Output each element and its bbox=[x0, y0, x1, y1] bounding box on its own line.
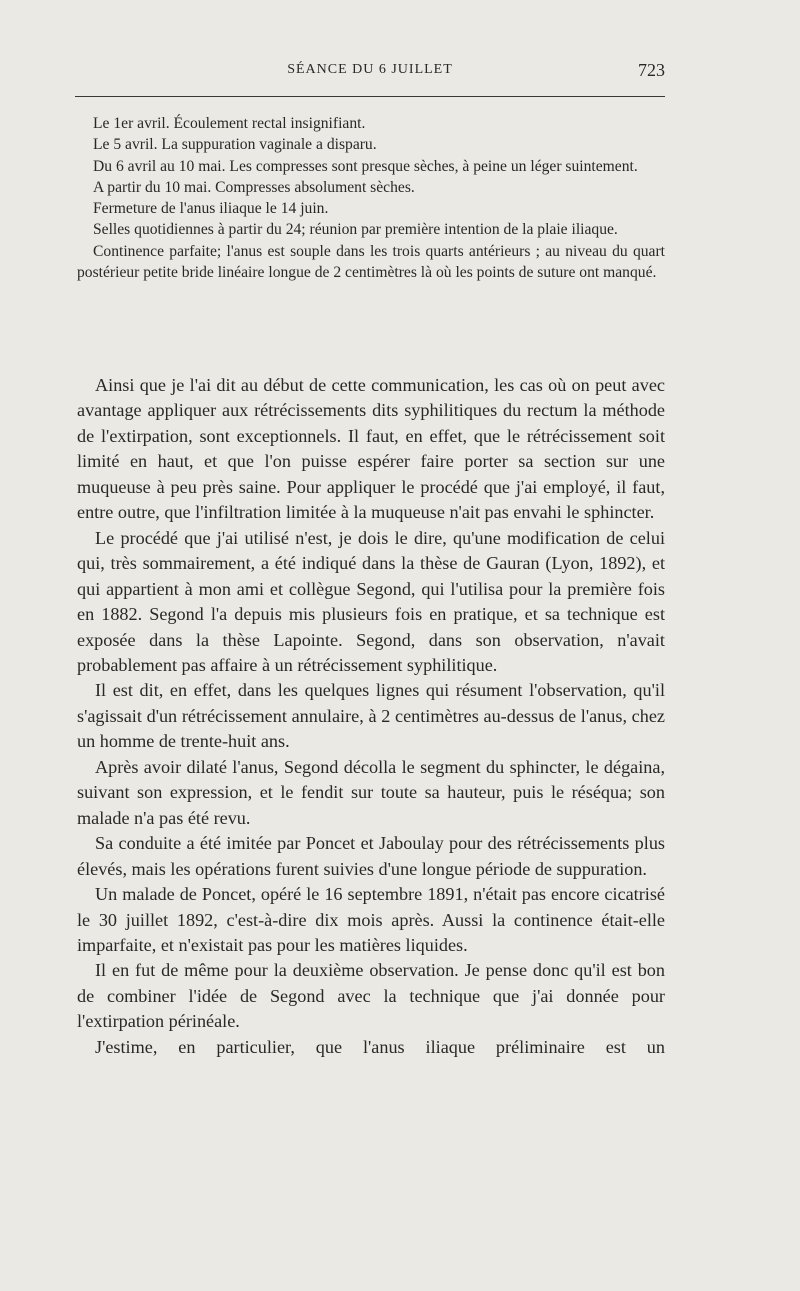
paragraph: Il en fut de même pour la deuxième observation. Je pense donc qu'il est bon de combiner l'idée de Segond avec la technique que j'ai donnée pour l'extirpation périnéale. bbox=[77, 960, 665, 1032]
last-line-wrapper bbox=[77, 1035, 665, 1060]
paragraph: Un malade de Poncet, opéré le 16 septembre 1891, n'était pas encore cicatrisé le 30 juillet 1892, c'est-à-dire dix mois après. Aussi la continence était-elle imparfaite, et n'existait pas pour les matières liquides. bbox=[77, 884, 665, 955]
paragraph: Ainsi que je l'ai dit au début de cette communication, les cas où on peut avec avantage appliquer aux rétrécissements dits syphilitiques du rectum la méthode de l'extirpation, sont exceptionnels. Il faut, en effet, que le rétrécissement soit limité en haut, et que l'on puisse espérer faire porter sa section sur une muqueuse à peu près saine. Pour appliquer le procédé que j'ai employé, il faut, entre outre, que l'infiltration limitée à la muqueuse n'ait pas envahi le sphincter. bbox=[77, 375, 665, 523]
page-number: 723 bbox=[638, 60, 665, 80]
paragraph: Le procédé que j'ai utilisé n'est, je dois le dire, qu'une modification de celui qui, très sommairement, a été indiqué dans la thèse de Gauran (Lyon, 1892), et qui appartient à mon ami et collègue Segond, qui l'utilisa pour la première fois en 1882. Segond l'a depuis mis plusieurs fois en pratique, et sa technique est exposée dans la thèse Lapointe. Segond, dans son observation, n'avait probablement pas affaire à un rétrécissement syphilitique. bbox=[77, 527, 665, 675]
note-line: A partir du 10 mai. Compresses absolument sèches. bbox=[93, 178, 415, 196]
paragraph: Sa conduite a été imitée par Poncet et Jaboulay pour des rétrécissements plus élevés, mais les opérations furent suivies d'une longue période de suppuration. bbox=[77, 833, 665, 879]
running-title: SÉANCE DU 6 JUILLET bbox=[287, 62, 453, 77]
note-line: Le 1er avril. Écoulement rectal insignifiant. bbox=[93, 115, 366, 132]
body-text bbox=[77, 373, 665, 1060]
paragraph: Après avoir dilaté l'anus, Segond décolla le segment du sphincter, le dégaina, suivant son expression, et le fendit sur toute sa hauteur, puis le réséqua; son malade n'a pas été revu. bbox=[77, 756, 665, 828]
running-head bbox=[75, 60, 665, 84]
header-rule bbox=[75, 96, 665, 97]
note-line: Continence parfaite; l'anus est souple dans les trois quarts antérieurs ; au niveau du quart postérieur petite bride linéaire longue de 2 centimètres là où les points de suture ont manqué. bbox=[77, 242, 665, 282]
paragraph: Il est dit, en effet, dans les quelques lignes qui résument l'observation, qu'il s'agissait d'un rétrécissement annulaire, à 2 centimètres au-dessus de l'anus, chez un homme de trente-huit ans. bbox=[77, 680, 665, 752]
note-line: Fermeture de l'anus iliaque le 14 juin. bbox=[93, 200, 329, 218]
case-notes bbox=[77, 113, 665, 283]
note-line: Du 6 avril au 10 mai. Les compresses sont presque sèches, à peine un léger suintement. bbox=[93, 157, 638, 175]
paragraph: J'estime, en particulier, que l'anus iliaque préliminaire est un bbox=[95, 1036, 665, 1057]
note-line: Le 5 avril. La suppuration vaginale a disparu. bbox=[93, 136, 377, 154]
note-line: Selles quotidiennes à partir du 24; réunion par première intention de la plaie iliaque. bbox=[93, 221, 618, 239]
